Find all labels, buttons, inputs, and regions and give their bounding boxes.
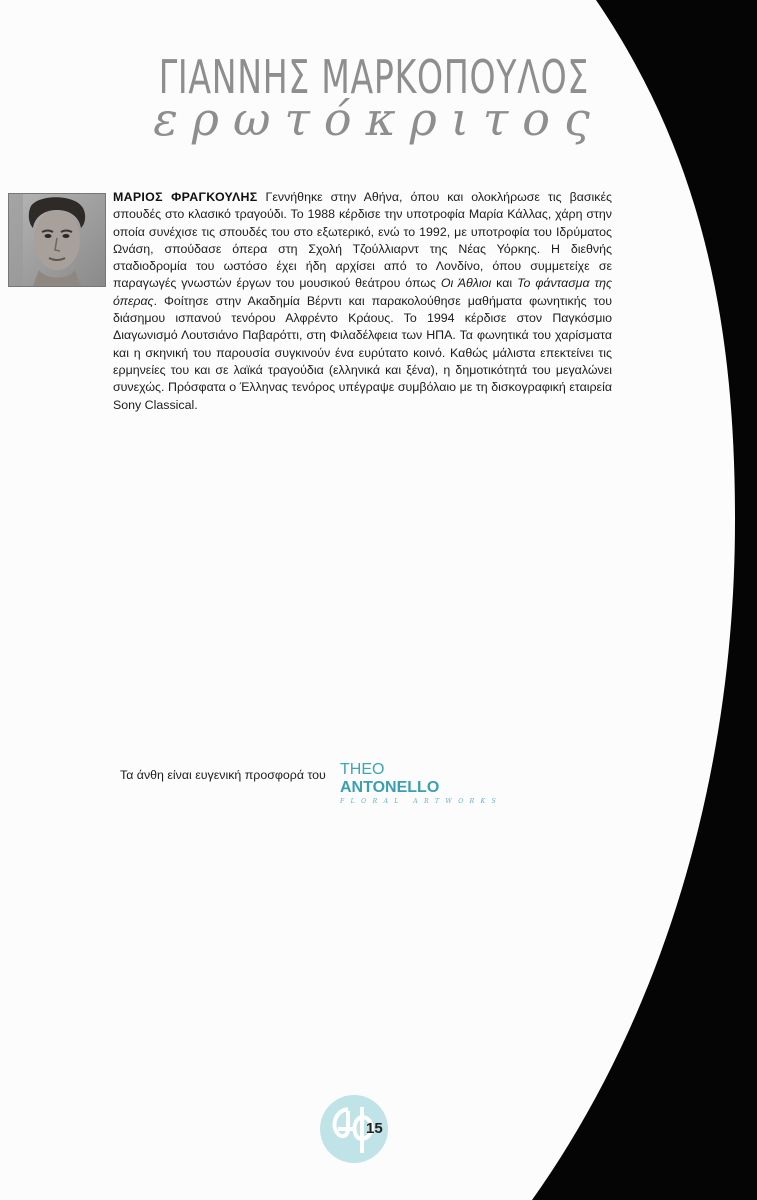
flower-credit: Τα άνθη είναι ευγενική προσφορά του — [120, 768, 326, 782]
logo-tagline: FLORAL ARTWORKS — [340, 798, 503, 805]
logo-antonello: ANTONELLO — [340, 779, 440, 796]
page-number: 15 — [366, 1120, 383, 1137]
bio-work-title-1: Οι Άθλιοι — [440, 276, 492, 291]
portrait-photo — [8, 193, 106, 287]
work-title: ερωτόκριτος — [153, 92, 604, 146]
logo-theo: THEO — [340, 761, 385, 778]
bio-text-part-1: Γεννήθηκε στην Αθήνα, όπου και ολοκλήρωσε τις βασικές σπουδές στο κλασικό τραγούδι. Το 1988 κέρδισε την υποτροφία Μαρία Κάλλας, χάρη στην οποία συνέχισε τις σπουδές του στο εξωτερικό, ενώ το 1992, με υποτροφία του Ιδρύματος Ωνάση, σπούδασε όπερα στη Σχολή Τζούλλιαρντ της Νέας Υόρκης. Η διεθνής σταδιοδρομία του ωστόσο έχει ήδη αρχίσει από το Λονδίνο, όπου συμμετείχε σε παραγωγές γνωστών έργων του μουσικού θεάτρου όπως — [113, 190, 612, 291]
bio-text-part-2: . Φοίτησε στην Ακαδημία Βέρντι και παρακολούθησε μαθήματα φωνητικής του διάσημου ισπανού τενόρου Αλφρέντο Κράους. Το 1994 κέρδισε στον Παγκόσμιο Διαγωνισμό Λουτσιάνο Παβαρόττι, στη Φιλαδέλφεια των ΗΠΑ. Τα φωνητικά του χαρίσματα και η σκηνική του παρουσία συγκινούν ένα ευρύτατο κοινό. Καθώς μάλιστα επεκτείνει τις ερμηνείες του και σε λαϊκά τραγούδια (ελληνικά και ξένα), η δημοτικότητά του μεγαλώνει συνεχώς. Πρόσφατα ο Έλληνας τενόρος υπέγραψε συμβόλαιο με τη δισκογραφική εταιρεία Sony Classical. — [113, 293, 612, 412]
biography-paragraph — [113, 189, 612, 414]
bio-connector: και — [491, 276, 518, 291]
composer-title: ΓΙΑΝΝΗΣ ΜΑΡΚΟΠΟΥΛΟΣ — [158, 50, 590, 104]
artist-name: ΜΑΡΙΟΣ ΦΡΑΓΚΟΥΛΗΣ — [113, 190, 258, 204]
bio-work-title-2: Το φάντασμα της όπερας — [113, 276, 612, 308]
theo-antonello-logo — [340, 761, 503, 805]
